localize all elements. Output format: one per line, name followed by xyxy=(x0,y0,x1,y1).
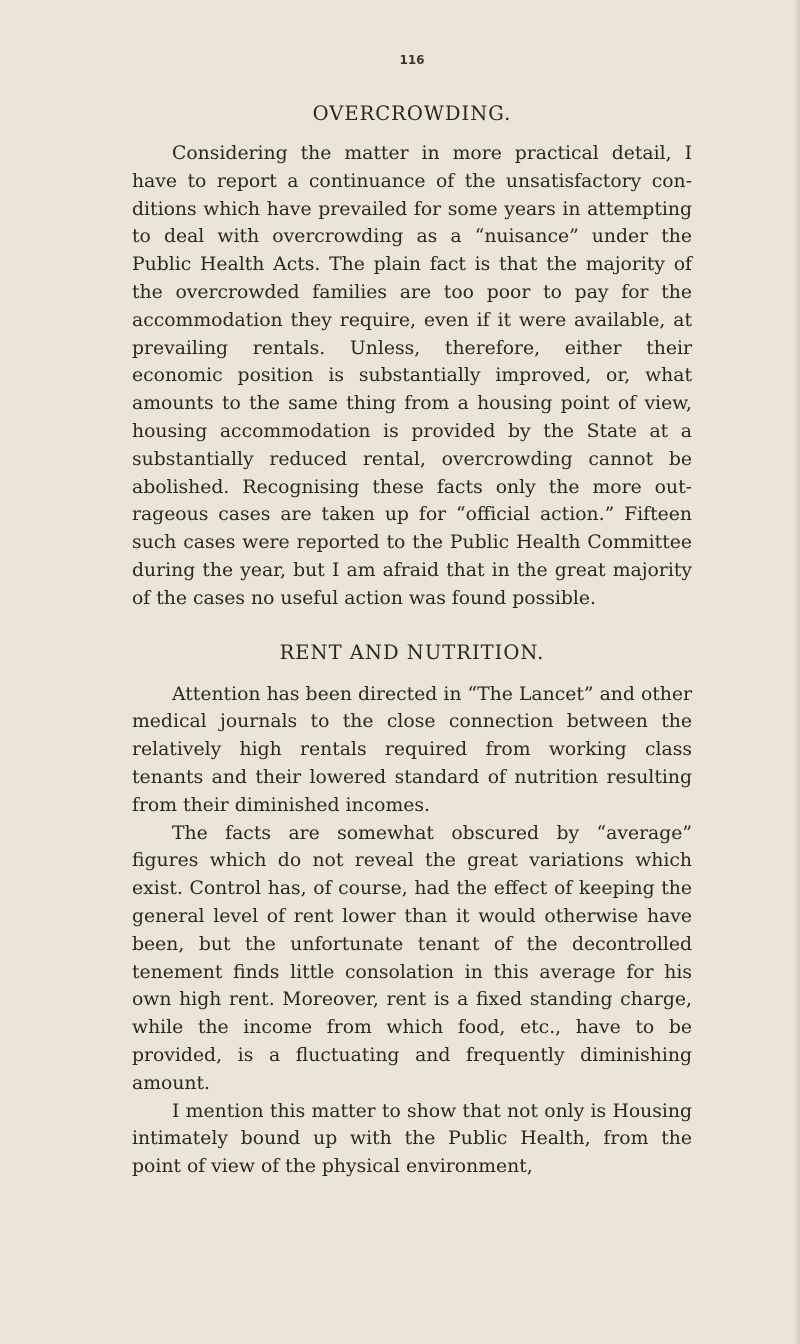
section-rent-and-nutrition xyxy=(132,639,692,1181)
page-number: 116 xyxy=(399,53,425,67)
page-edge-shadow xyxy=(794,0,800,1344)
section-heading: RENT AND NUTRITION. xyxy=(279,640,545,664)
text-block xyxy=(132,48,692,1181)
section-overcrowding xyxy=(132,100,692,613)
paragraph: Considering the matter in more practical detail, I have to report a continuance of the unsatisfactory conditions which have prevailed for some years in attempting to deal with overcrowding as a “nuisance” under the Public Health Acts. The plain fact is that the majority of the overcrowded families are too poor to pay for the accommodation they require, even if it were available, at prevailing rentals. Unless, therefore, either their economic position is substantially improved, or, what amounts to the same thing from a housing point of view, housing accommodation is provided by the State at a substantially reduced rental, overcrowding cannot be abolished. Recognising these facts only the more outrageous cases are taken up for “official action.” Fifteen such cases were reported to the Public Health Committee during the year, but I am afraid that in the great majority of the cases no useful action was found possible. xyxy=(132,143,692,609)
paragraph: I mention this matter to show that not only is Housing intimately bound up with the Public Health, from the point of view of the physical environment, xyxy=(132,1100,692,1178)
paragraph: Attention has been directed in “The Lancet” and other medical journals to the close connection between the relatively high rentals required from working class tenants and their lowered standard of nutrition resulting from their diminished incomes. xyxy=(132,683,692,816)
section-heading: OVERCROWDING. xyxy=(312,102,512,125)
paragraph: The facts are somewhat obscured by “average” figures which do not reveal the great variations which exist. Control has, of course, had the effect of keeping the general level of rent lower than it would otherwise have been, but the unfortunate tenant of the decontrolled tenement finds little consolation in this average for his own high rent. Moreover, rent is a fixed standing charge, while the income from which food, etc., have to be provided, is a fluctuating and frequently diminishing amount. xyxy=(132,822,692,1094)
